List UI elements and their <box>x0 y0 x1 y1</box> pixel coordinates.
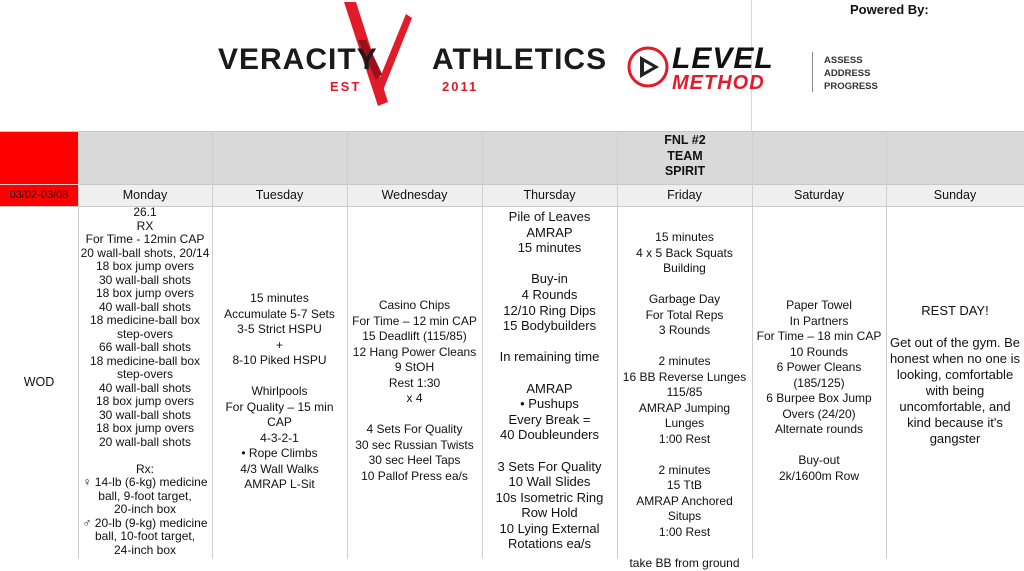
day-header-thursday[interactable]: Thursday <box>482 184 617 206</box>
wod-line <box>617 540 752 556</box>
level-method-method: METHOD <box>672 73 765 93</box>
level-method-level: LEVEL <box>672 45 774 73</box>
wod-line: 40 wall-ball shots <box>78 301 212 315</box>
wod-line: ♀ 14-lb (6-kg) medicine <box>78 476 212 490</box>
wod-line: (185/125) <box>752 376 886 392</box>
fnl-line: TEAM <box>618 149 752 165</box>
wod-line: AMRAP L-Sit <box>212 477 347 493</box>
wod-line: 20 wall-ball shots, 20/14 <box>78 247 212 261</box>
wod-line: Rotations ea/s <box>482 536 617 552</box>
saturday-wod-cell[interactable] <box>752 298 886 484</box>
brand-est: EST <box>330 79 361 94</box>
wod-line: Every Break = <box>482 412 617 428</box>
wod-line: RX <box>78 220 212 234</box>
wod-line: 15 Deadlift (115/85) <box>347 329 482 345</box>
wod-line: ball, 10-foot target, <box>78 530 212 544</box>
wod-line: Row Hold <box>482 505 617 521</box>
wod-line: • Pushups <box>482 396 617 412</box>
wod-line: Rx: <box>78 463 212 477</box>
wod-line: ball, 9-foot target, <box>78 490 212 504</box>
wod-line: AMRAP Jumping <box>617 401 752 417</box>
wod-line: with being <box>886 383 1024 399</box>
wod-line: 6 Power Cleans <box>752 360 886 376</box>
wod-line <box>617 447 752 463</box>
wod-line: 66 wall-ball shots <box>78 341 212 355</box>
wod-line: 18 box jump overs <box>78 395 212 409</box>
wod-line: In Partners <box>752 314 886 330</box>
wod-line: 12 Hang Power Cleans <box>347 345 482 361</box>
wod-line: 16 BB Reverse Lunges <box>617 370 752 386</box>
wod-line: 18 box jump overs <box>78 287 212 301</box>
wod-line: 4-3-2-1 <box>212 431 347 447</box>
friday-event-header[interactable] <box>618 133 752 180</box>
wod-line: 15 minutes <box>617 230 752 246</box>
wod-line <box>212 369 347 385</box>
wod-line: 1:00 Rest <box>617 525 752 541</box>
day-header-tuesday[interactable]: Tuesday <box>212 184 347 206</box>
wod-line: 18 medicine-ball box <box>78 355 212 369</box>
wod-line <box>752 438 886 454</box>
day-header-sunday[interactable]: Sunday <box>886 184 1024 206</box>
wod-line: Paper Towel <box>752 298 886 314</box>
wod-line: Get out of the gym. Be <box>886 335 1024 351</box>
tuesday-wod-cell[interactable] <box>212 291 347 493</box>
wod-line: 6 Burpee Box Jump <box>752 391 886 407</box>
wod-line <box>617 277 752 293</box>
wod-line: For Total Reps <box>617 308 752 324</box>
wod-line: Whirlpools <box>212 384 347 400</box>
wod-line: 4 Sets For Quality <box>347 422 482 438</box>
wod-line: 4 Rounds <box>482 287 617 303</box>
wod-line: Alternate rounds <box>752 422 886 438</box>
powered-by-label: Powered By: <box>850 2 929 17</box>
wod-line: 15 minutes <box>482 240 617 256</box>
wod-line <box>886 319 1024 335</box>
wod-line: + <box>212 338 347 354</box>
wod-line: take BB from ground <box>617 556 752 571</box>
wod-line: 9 StOH <box>347 360 482 376</box>
wod-line: 3-5 Strict HSPU <box>212 322 347 338</box>
wod-line: CAP <box>212 415 347 431</box>
day-header-friday[interactable]: Friday <box>617 184 752 206</box>
wod-line: 10 Lying External <box>482 521 617 537</box>
wednesday-wod-cell[interactable] <box>347 298 482 484</box>
wod-line: 4/3 Wall Walks <box>212 462 347 478</box>
level-method-divider <box>812 52 813 92</box>
wod-line: 20 wall-ball shots <box>78 436 212 450</box>
wod-line: For Time – 18 min CAP <box>752 329 886 345</box>
day-header-wednesday[interactable]: Wednesday <box>347 184 482 206</box>
sunday-wod-cell[interactable] <box>886 303 1024 447</box>
wod-line: honest when no one is <box>886 351 1024 367</box>
wod-line: 115/85 <box>617 385 752 401</box>
wod-line: AMRAP Anchored <box>617 494 752 510</box>
wod-line: Situps <box>617 509 752 525</box>
tagline-address: ADDRESS <box>824 67 878 80</box>
wod-line: Garbage Day <box>617 292 752 308</box>
wod-line: 30 sec Russian Twists <box>347 438 482 454</box>
wod-line <box>347 407 482 423</box>
wod-line: Overs (24/20) <box>752 407 886 423</box>
wod-line <box>482 334 617 350</box>
monday-wod-cell[interactable] <box>78 206 212 557</box>
wod-line: gangster <box>886 431 1024 447</box>
wod-line: uncomfortable, and <box>886 399 1024 415</box>
schedule-grid <box>0 131 1024 559</box>
wod-line: 40 Doubleunders <box>482 427 617 443</box>
wod-line: 10 Wall Slides <box>482 474 617 490</box>
wod-line: • Rope Climbs <box>212 446 347 462</box>
wod-line: 40 wall-ball shots <box>78 382 212 396</box>
grid-line <box>0 131 1024 132</box>
thursday-wod-cell[interactable] <box>482 209 617 552</box>
wod-line: 20-inch box <box>78 503 212 517</box>
header-row <box>0 131 1024 184</box>
wod-line: 10s Isometric Ring <box>482 490 617 506</box>
fnl-line: SPIRIT <box>618 164 752 180</box>
wod-line <box>482 256 617 272</box>
wod-line: 10 Rounds <box>752 345 886 361</box>
wod-line: 8-10 Piked HSPU <box>212 353 347 369</box>
wod-line: Building <box>617 261 752 277</box>
wod-line: Pile of Leaves <box>482 209 617 225</box>
friday-wod-cell[interactable] <box>617 230 752 571</box>
wod-line: AMRAP <box>482 225 617 241</box>
wod-line <box>482 365 617 381</box>
wod-line: kind because it's <box>886 415 1024 431</box>
wod-line: 18 medicine-ball box <box>78 314 212 328</box>
wod-line: step-overs <box>78 368 212 382</box>
wod-line: 15 minutes <box>212 291 347 307</box>
wod-line: step-overs <box>78 328 212 342</box>
wod-line: 18 box jump overs <box>78 422 212 436</box>
header-banner <box>0 0 1024 131</box>
wod-line: 2k/1600m Row <box>752 469 886 485</box>
wod-line: 3 Rounds <box>617 323 752 339</box>
wod-line: Casino Chips <box>347 298 482 314</box>
wod-line: Lunges <box>617 416 752 432</box>
brand-year: 2011 <box>442 79 478 94</box>
wod-line: 15 TtB <box>617 478 752 494</box>
wod-line: 1:00 Rest <box>617 432 752 448</box>
level-method-tagline <box>824 54 878 93</box>
wod-line: 4 x 5 Back Squats <box>617 246 752 262</box>
wod-line: 3 Sets For Quality <box>482 459 617 475</box>
wod-line: 18 box jump overs <box>78 260 212 274</box>
wod-line: 30 wall-ball shots <box>78 409 212 423</box>
wod-line: REST DAY! <box>886 303 1024 319</box>
wod-line: 2 minutes <box>617 463 752 479</box>
tagline-assess: ASSESS <box>824 54 878 67</box>
wod-line: 26.1 <box>78 206 212 220</box>
wod-line: 15 Bodybuilders <box>482 318 617 334</box>
wod-line: 12/10 Ring Dips <box>482 303 617 319</box>
wod-line: For Time – 12 min CAP <box>347 314 482 330</box>
wod-line: looking, comfortable <box>886 367 1024 383</box>
wod-line: 30 wall-ball shots <box>78 274 212 288</box>
row-label-wod[interactable]: WOD <box>0 375 78 389</box>
wod-line: 10 Pallof Press ea/s <box>347 469 482 485</box>
wod-line: 2 minutes <box>617 354 752 370</box>
fnl-line: FNL #2 <box>618 133 752 149</box>
wod-line: 24-inch box <box>78 544 212 558</box>
wod-line <box>78 449 212 463</box>
tagline-progress: PROGRESS <box>824 80 878 93</box>
wod-line: 30 sec Heel Taps <box>347 453 482 469</box>
wod-line: For Quality – 15 min <box>212 400 347 416</box>
wod-line <box>482 443 617 459</box>
wod-line: x 4 <box>347 391 482 407</box>
wod-line: Rest 1:30 <box>347 376 482 392</box>
level-method-logo-icon <box>626 45 670 89</box>
brand-veracity: VERACITY <box>218 43 378 77</box>
wod-line: AMRAP <box>482 381 617 397</box>
wod-line: In remaining time <box>482 349 617 365</box>
wod-line: For Time - 12min CAP <box>78 233 212 247</box>
week-red-cell <box>0 131 78 184</box>
wod-line: Accumulate 5-7 Sets <box>212 307 347 323</box>
week-range[interactable]: 03/02-03/08 <box>0 184 78 206</box>
day-header-saturday[interactable]: Saturday <box>752 184 886 206</box>
brand-athletics: ATHLETICS <box>432 43 607 77</box>
wod-line <box>617 339 752 355</box>
day-header-monday[interactable]: Monday <box>78 184 212 206</box>
wod-line: Buy-in <box>482 271 617 287</box>
wod-line: Buy-out <box>752 453 886 469</box>
wod-line: ♂ 20-lb (9-kg) medicine <box>78 517 212 531</box>
